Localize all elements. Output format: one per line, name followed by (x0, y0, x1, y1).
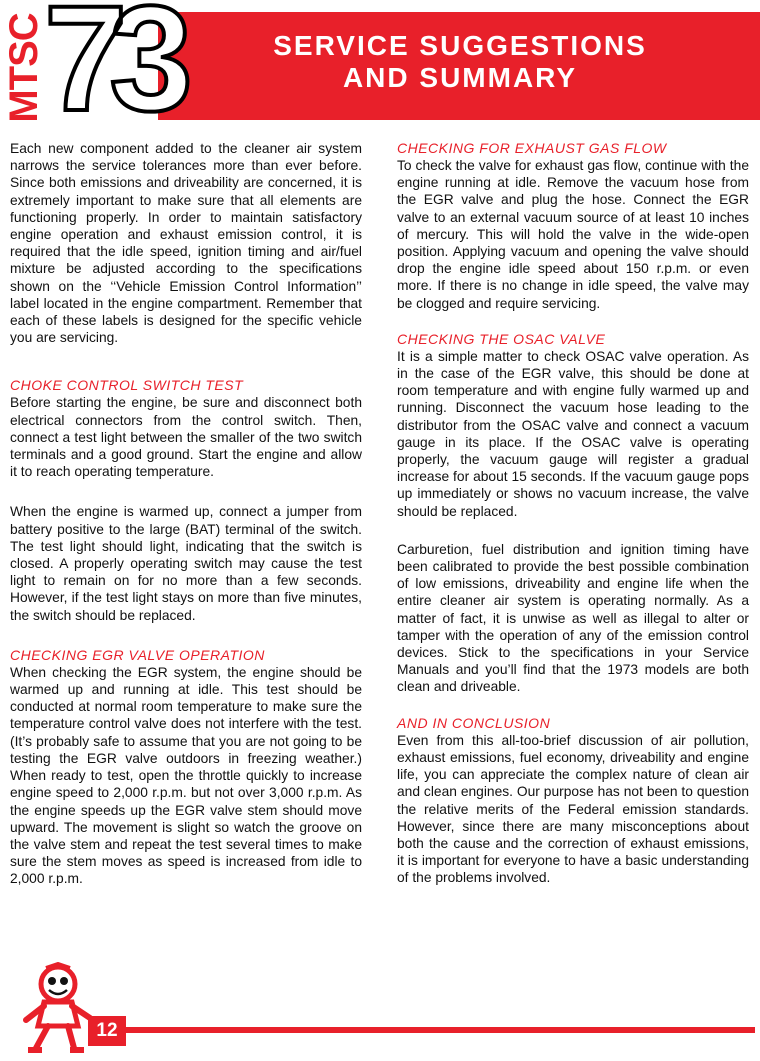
left-column (10, 140, 362, 888)
conclusion-paragraph-1: Even from this all-too-brief discussion of air pollution, exhaust emissions, fuel economy, driveability and engine life, you can appreciate the complex nature of clean air and clean engines. Our purpose has not been to question the relative merits of the Federal emission standards. However, since there are many misconceptions about both the cause and the correction of exhaust emissions, it is important for everyone to have a basic understanding of the problems involved. (397, 732, 749, 886)
footer-rule (100, 1027, 755, 1033)
page-number: 12 (88, 1016, 126, 1046)
page-title-line-2: AND SUMMARY (342, 62, 578, 93)
exhaust-heading: CHECKING FOR EXHAUST GAS FLOW (397, 140, 667, 156)
exhaust-paragraph-1: To check the valve for exhaust gas flow, continue with the engine running at idle. Remove the vacuum hose from the EGR valve and plug the hose. Connect the EGR valve to an external vacuum source of at least 10 inches of mercury. This will hold the valve in the wide-open position. Applying vacuum and opening the valve should drop the engine idle speed about 150 r.p.m. or even more. If there is no change in idle speed, the valve may be clogged and require servicing. (397, 158, 749, 311)
osac-paragraph-2: Carburetion, fuel distribution and ignition timing have been calibrated to provide the best possible combination of low emissions, driveability and engine life when the entire cleaner air system is operating normally. As a matter of fact, it is unwise as well as illegal to alter or tamper with the operation of any of the emission control devices. Stick to the specifications in your Service Manuals and you’ll find that the 1973 models are both clean and driveable. (397, 541, 749, 695)
intro-paragraph: Each new component added to the cleaner air system narrows the service tolerances more than ever before. Since both emissions and driveability are concerned, it is extremely important to make sure that all elements are functioning properly. In order to maintain satisfactory engine operation and exhaust emission control, it is required that the idle speed, ignition timing and air/fuel mixture be adjusted according to the specifications shown on the ‘‘Vehicle Emission Control Information’’ label located in the engine compartment. Remember that each of these labels is designed for the specific vehicle you are servicing. (10, 141, 362, 346)
conclusion-heading: AND IN CONCLUSION (397, 714, 551, 731)
right-column (397, 140, 749, 887)
choke-paragraph-1: Before starting the engine, be sure and disconnect both electrical connectors from the control switch. Then, connect a test light between the smaller of the two switch terminals and a good ground. Start the engine and allow it to reach operating temperature. (10, 395, 362, 480)
logo-text: MTSC (2, 13, 46, 123)
osac-paragraph-1: It is a simple matter to check OSAC valve operation. As in the case of the EGR valve, this should be done at room temperature and with engine fully warmed up and running. Disconnect the vacuum hose leading to the distributor from the OSAC valve and connect a vacuum gauge in its place. If the OSAC valve is operating properly, the vacuum gauge will register a gradual increase for about 15 seconds. If the vacuum gauge pops up immediately or shows no vacuum increase, the valve should be replaced. (397, 348, 749, 519)
egr-paragraph-1: When checking the EGR system, the engine should be warmed up and running at idle. This test should be conducted at normal room temperature to make sure the temperature control valve does not interfere with the test. (It’s probably safe to assume that you are not going to be testing the EGR valve outdoors in freezing weather.) When ready to test, open the throttle quickly to increase engine speed to 2,000 r.p.m. but not over 3,000 r.p.m. As the engine speeds up the EGR valve stem should move upward. The movement is slight so watch the groove on the valve stem and repeat the test several times to make sure the stem moves as speed is increased from idle to 2,000 r.p.m. (10, 664, 362, 887)
page-title-line-1: SERVICE SUGGESTIONS (273, 30, 647, 61)
logo (0, 0, 175, 142)
choke-heading: CHOKE CONTROL SWITCH TEST (10, 377, 244, 394)
logo-number: 73 (44, 0, 175, 142)
choke-paragraph-2: When the engine is warmed up, connect a jumper from battery positive to the large (BAT) terminal of the switch. The test light should light, indicating that the switch is closed. A properly operating switch may cause the test light to remain on for no more than a few seconds. However, if the test light stays on more than five minutes, the switch should be replaced. (10, 504, 362, 623)
osac-heading: CHECKING THE OSAC VALVE (397, 330, 606, 347)
egr-heading: CHECKING EGR VALVE OPERATION (10, 646, 265, 663)
page-title (160, 30, 760, 94)
